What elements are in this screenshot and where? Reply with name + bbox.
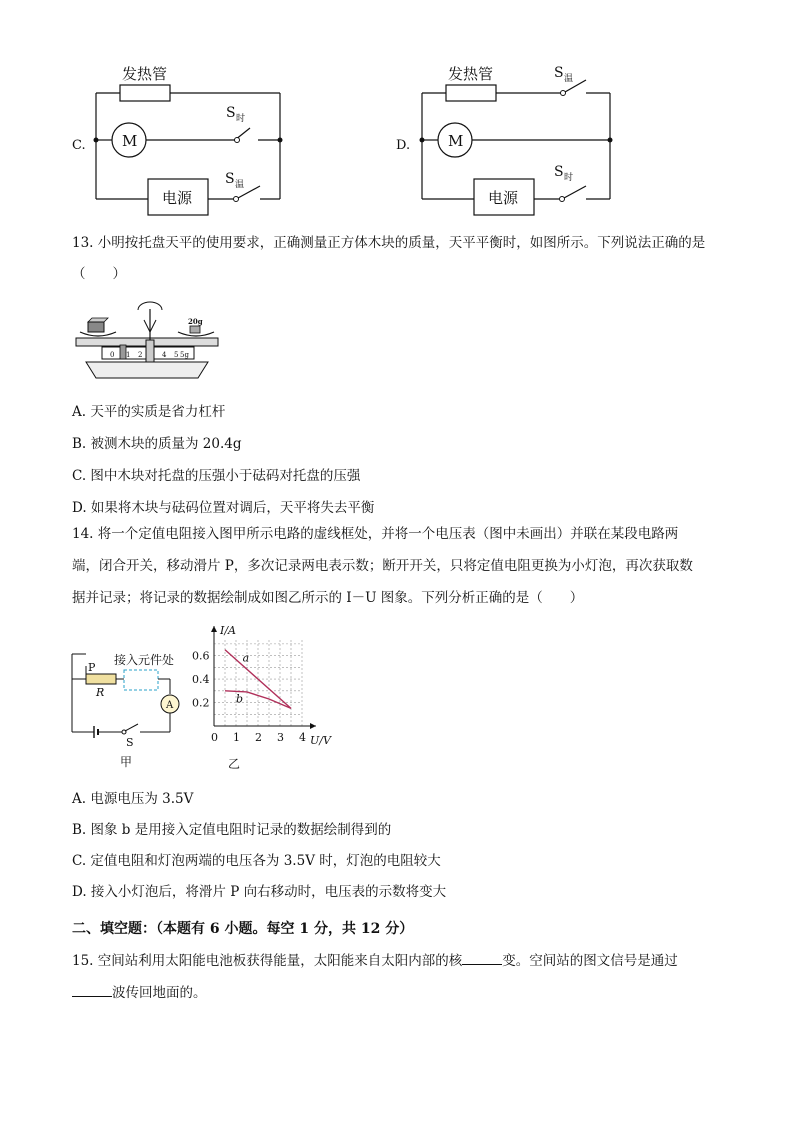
q14-stem-line3: 据并记录；将记录的数据绘制成如图乙所示的 I－U 图象。下列分析正确的是（ ） bbox=[72, 590, 584, 606]
element-slot-label: 接入元件处 bbox=[114, 653, 175, 667]
x-tick-label: 4 bbox=[299, 731, 306, 744]
balance-figure bbox=[72, 300, 222, 388]
y-tick-label: 0.4 bbox=[192, 673, 210, 687]
x-tick-label: 2 bbox=[255, 731, 262, 744]
circuit-c bbox=[72, 65, 283, 215]
x-axis-label: U/V bbox=[310, 734, 331, 747]
q14-option-d: D. 接入小灯泡后，将滑片 P 向右移动时，电压表的示数将变大 bbox=[72, 884, 447, 900]
q13-stem-line2: （ ） bbox=[72, 266, 126, 282]
q14-option-b: B. 图象 b 是用接入定值电阻时记录的数据绘制得到的 bbox=[72, 822, 392, 838]
y-tick-label: 0.2 bbox=[192, 696, 210, 710]
svg-text:S: S bbox=[225, 171, 235, 187]
series-a-label: a bbox=[242, 651, 250, 665]
motor-label: M bbox=[122, 132, 138, 150]
q13-option-d: D. 如果将木块与砝码位置对调后，天平将失去平衡 bbox=[72, 500, 375, 516]
figure-jia-circuit bbox=[66, 646, 196, 770]
heater-resistor bbox=[120, 85, 170, 101]
element-slot-box bbox=[124, 670, 158, 690]
y-axis-label: I/A bbox=[220, 624, 236, 637]
x-tick-label: 3 bbox=[277, 731, 284, 744]
y-tick-label: 0.6 bbox=[192, 649, 210, 663]
q13-option-c: C. 图中木块对托盘的压强小于砝码对托盘的压强 bbox=[72, 468, 361, 484]
svg-text:温: 温 bbox=[564, 74, 574, 84]
q13-stem-line1: 13. 小明按托盘天平的使用要求，正确测量正方体木块的质量，天平平衡时，如图所示。下列说法正确的是 bbox=[72, 235, 706, 251]
svg-text:P: P bbox=[88, 661, 96, 674]
section-2-title: 二、填空题：（本题有 6 小题。每空 1 分，共 12 分） bbox=[72, 921, 414, 937]
svg-text:2: 2 bbox=[138, 351, 143, 359]
q14-stem-line1: 14. 将一个定值电阻接入图甲所示电路的虚线框处，并将一个电压表（图中未画出）并联在某段电路两 bbox=[72, 526, 679, 542]
q13-option-a: A. 天平的实质是省力杠杆 bbox=[72, 404, 226, 420]
svg-text:R: R bbox=[96, 686, 105, 699]
power-source-label: 电源 bbox=[488, 189, 519, 207]
q15-blank-1[interactable] bbox=[462, 950, 502, 965]
x-tick-label: 0 bbox=[211, 731, 218, 744]
circuit-options-cd bbox=[60, 55, 700, 230]
svg-text:0: 0 bbox=[110, 351, 115, 359]
q14-option-c: C. 定值电阻和灯泡两端的电压各为 3.5V 时，灯泡的电阻较大 bbox=[72, 853, 441, 869]
option-c-label: C. bbox=[72, 138, 86, 153]
svg-text:S: S bbox=[554, 65, 564, 81]
svg-text:时: 时 bbox=[236, 114, 246, 124]
weight-label: 20g bbox=[188, 317, 203, 326]
heater-label: 发热管 bbox=[122, 65, 168, 83]
svg-text:S: S bbox=[554, 164, 564, 180]
q13-option-b: B. 被测木块的质量为 20.4g bbox=[72, 436, 242, 452]
power-source-label: 电源 bbox=[162, 189, 193, 207]
svg-text:1: 1 bbox=[126, 351, 131, 359]
series-b-label: b bbox=[236, 692, 244, 706]
switch-s bbox=[125, 724, 138, 731]
x-axis-arrow bbox=[310, 723, 316, 729]
left-pan bbox=[80, 332, 116, 336]
q14-stem-line2: 端，闭合开关，移动滑片 P，多次记录两电表示数；断开开关，只将定值电阻更换为小灯泡，再次获取数 bbox=[72, 558, 693, 574]
switch-time bbox=[564, 186, 586, 198]
x-tick-label: 1 bbox=[233, 731, 240, 744]
svg-text:4: 4 bbox=[162, 351, 167, 359]
weight-20g bbox=[190, 326, 200, 333]
svg-text:时: 时 bbox=[564, 173, 574, 183]
q14-option-a: A. 电源电压为 3.5V bbox=[72, 791, 194, 807]
rheostat bbox=[86, 674, 116, 684]
q15-blank-2[interactable] bbox=[72, 982, 112, 997]
svg-text:S: S bbox=[126, 736, 134, 749]
option-d-label: D. bbox=[396, 138, 411, 153]
svg-text:5: 5 bbox=[174, 351, 179, 359]
balance-dial bbox=[138, 302, 162, 310]
svg-text:温: 温 bbox=[235, 180, 245, 190]
y-axis-arrow bbox=[211, 626, 217, 632]
svg-text:A: A bbox=[166, 700, 174, 711]
figure-jia-caption: 甲 bbox=[120, 755, 133, 769]
circuit-d bbox=[396, 65, 613, 215]
svg-text:5g: 5g bbox=[180, 351, 189, 359]
wooden-block bbox=[88, 322, 104, 332]
figure-yi-iu-chart bbox=[192, 622, 342, 770]
heater-resistor bbox=[446, 85, 496, 101]
rider-weight bbox=[120, 345, 126, 359]
q15-line1: 15. 空间站利用太阳能电池板获得能量，太阳能来自太阳内部的核 变。空间站的图文信号是通过 bbox=[72, 950, 678, 971]
figure-yi-caption: 乙 bbox=[228, 757, 241, 770]
heater-label: 发热管 bbox=[448, 65, 494, 83]
motor-label: M bbox=[448, 132, 464, 150]
svg-text:S: S bbox=[226, 105, 236, 121]
q15-line2: 波传回地面的。 bbox=[72, 982, 207, 1003]
